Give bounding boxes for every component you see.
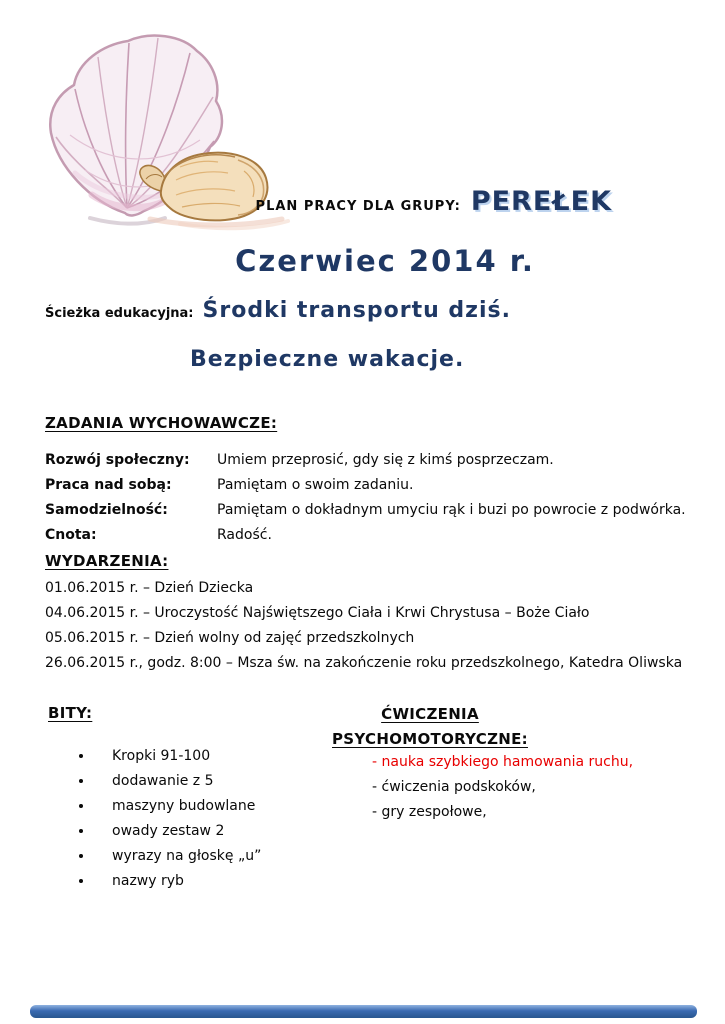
event-line: 26.06.2015 r., godz. 8:00 – Msza św. na zakończenie roku przedszkolnego, Katedra Oliwska xyxy=(45,655,683,671)
event-line: 04.06.2015 r. – Uroczystość Najświętszego Ciała i Krwi Chrystusa – Boże Ciało xyxy=(45,605,590,621)
event-line: 05.06.2015 r. – Dzień wolny od zajęć przedszkolnych xyxy=(45,630,415,646)
bity-item: • maszyny budowlane xyxy=(94,794,261,819)
task-label: Samodzielność: xyxy=(45,502,168,518)
task-label: Praca nad sobą: xyxy=(45,477,172,493)
bity-item: • nazwy ryb xyxy=(94,869,261,894)
bity-heading: BITY: xyxy=(48,704,93,722)
bity-item: • owady zestaw 2 xyxy=(94,819,261,844)
edu-path-label: Ścieżka edukacyjna: xyxy=(45,306,194,321)
wydarzenia-list xyxy=(45,576,682,676)
group-name: PEREŁEK xyxy=(470,186,612,217)
task-label: Cnota: xyxy=(45,527,97,543)
cwiczenia-list xyxy=(372,750,633,825)
bity-item: • wyrazy na głoskę „u” xyxy=(94,844,261,869)
month-title: Czerwiec 2014 r. xyxy=(235,244,535,278)
bity-item: • dodawanie z 5 xyxy=(94,769,261,794)
task-row xyxy=(45,473,686,498)
task-label: Rozwój społeczny: xyxy=(45,452,190,468)
plan-header-prefix: PLAN PRACY DLA GRUPY: xyxy=(255,199,461,214)
bity-item: • Kropki 91-100 xyxy=(94,744,261,769)
task-row xyxy=(45,498,686,523)
task-row xyxy=(45,448,686,473)
plan-header xyxy=(0,186,612,217)
wydarzenia-heading: WYDARZENIA: xyxy=(45,552,169,570)
task-text: Radość. xyxy=(217,527,272,543)
footer-decoration-bar xyxy=(30,1005,697,1018)
cwiczenia-heading-line1: ĆWICZENIA xyxy=(381,705,479,723)
task-text: Pamiętam o swoim zadaniu. xyxy=(217,477,414,493)
edu-path-topic-2: Bezpieczne wakacje. xyxy=(190,347,465,372)
task-text: Pamiętam o dokładnym umyciu rąk i buzi po powrocie z podwórka. xyxy=(217,502,686,518)
cwiczenia-item: - ćwiczenia podskoków, xyxy=(372,779,536,795)
cwiczenia-heading xyxy=(300,702,560,752)
edu-path-line xyxy=(45,298,511,323)
edu-path-topic-1: Środki transportu dziś. xyxy=(202,298,511,323)
zadania-rows xyxy=(45,448,686,548)
event-line: 01.06.2015 r. – Dzień Dziecka xyxy=(45,580,254,596)
cwiczenia-item: - gry zespołowe, xyxy=(372,804,487,820)
bity-list xyxy=(76,744,261,894)
task-text: Umiem przeprosić, gdy się z kimś posprzeczam. xyxy=(217,452,554,468)
cwiczenia-heading-line2: PSYCHOMOTORYCZNE: xyxy=(332,730,528,748)
zadania-heading: ZADANIA WYCHOWAWCZE: xyxy=(45,414,278,432)
task-row xyxy=(45,523,686,548)
cwiczenia-item: - nauka szybkiego hamowania ruchu, xyxy=(372,754,634,770)
